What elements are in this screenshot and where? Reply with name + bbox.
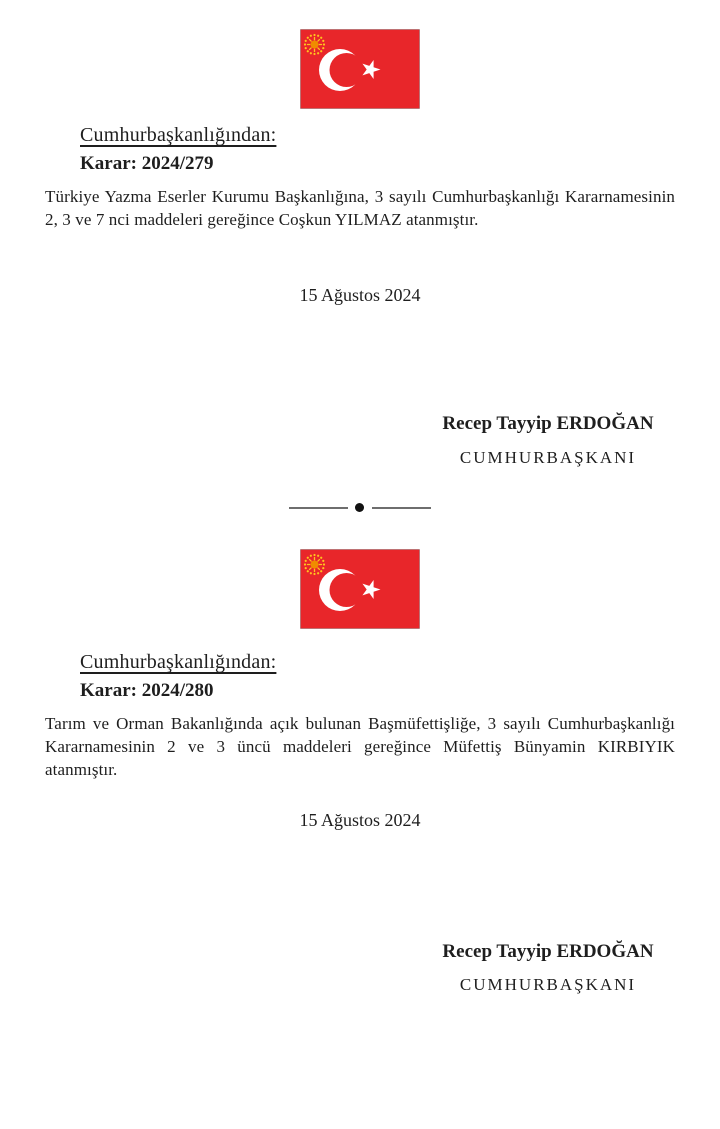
signature-title: CUMHURBAŞKANI [459, 975, 637, 994]
signature-name: Recep Tayyip ERDOĞAN [442, 413, 654, 434]
divider-line-right [372, 507, 431, 509]
decree-number: Karar: 2024/279 [80, 153, 214, 174]
section-divider [0, 500, 720, 514]
decree-date: 15 Ağustos 2024 [299, 810, 421, 830]
signature-name: Recep Tayyip ERDOĞAN [442, 941, 654, 962]
presidential-sun-emblem [304, 34, 325, 55]
turkish-presidential-flag [300, 29, 420, 109]
decree-number: Karar: 2024/280 [80, 680, 214, 701]
signature-title: CUMHURBAŞKANI [459, 448, 637, 467]
turkish-presidential-flag [300, 549, 420, 629]
decree-body-text: Türkiye Yazma Eserler Kurumu Başkanlığına, 3 sayılı Cumhurbaşkanlığı Kararnamesinin 2, 3 ve 7 nci maddeleri gereğince Coşkun YILMAZ atanmıştır. [45, 187, 675, 229]
decree-date: 15 Ağustos 2024 [299, 285, 421, 305]
issuer-heading: Cumhurbaşkanlığından: [80, 124, 277, 146]
divider-bullet-icon [355, 503, 364, 512]
issuer-heading: Cumhurbaşkanlığından: [80, 651, 277, 673]
divider-line-left [289, 507, 348, 509]
decree-body-text: Tarım ve Orman Bakanlığında açık bulunan Başmüfettişliğe, 3 sayılı Cumhurbaşkanlığı Kararnamesinin 2 ve 3 üncü maddeleri gereğince Müfettiş Bünyamin KIRBIYIK atanmıştır. [45, 714, 675, 779]
presidential-sun-emblem [304, 554, 325, 575]
